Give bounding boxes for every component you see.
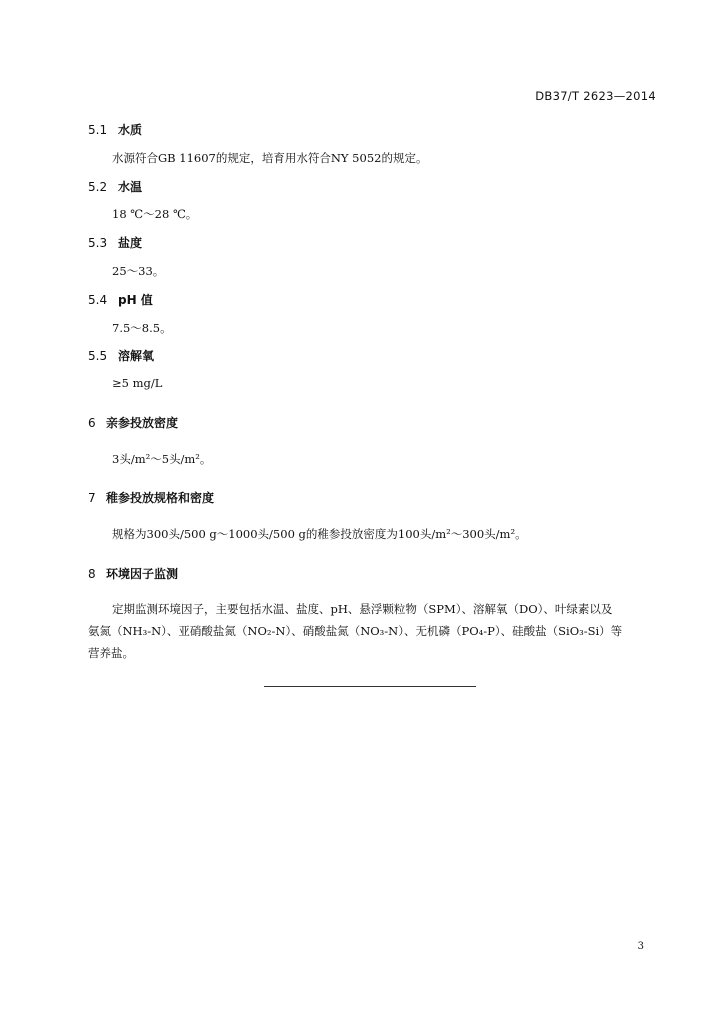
section-8-paragraph <box>88 598 658 664</box>
section-title: 环境因子监测 <box>106 567 179 581</box>
paragraph-line: 定期监测环境因子，主要包括水温、盐度、pH、悬浮颗粒物（SPM）、溶解氧（DO）、叶绿素以及 <box>112 602 613 616</box>
section-6-heading <box>88 414 178 431</box>
section-number: 5.2 <box>88 180 108 194</box>
page-number: 3 <box>637 941 644 952</box>
section-8-heading <box>88 565 178 582</box>
section-title: pH 值 <box>118 293 153 307</box>
section-5-2-heading <box>88 178 142 195</box>
section-title: 盐度 <box>118 236 143 250</box>
section-7-heading <box>88 489 214 506</box>
paragraph-line: 营养盐。 <box>88 646 134 660</box>
section-title: 溶解氧 <box>118 349 155 363</box>
section-5-3-text: 25～33。 <box>112 264 165 278</box>
section-5-5-heading <box>88 347 154 364</box>
section-5-5-text: ≥5 mg/L <box>112 376 163 390</box>
section-number: 7 <box>88 491 96 505</box>
section-7-text: 规格为300头/500 g～1000头/500 g的稚参投放密度为100头/m²～300头/m²。 <box>112 527 527 541</box>
section-6-text: 3头/m²～5头/m²。 <box>112 452 212 466</box>
section-5-1-text: 水源符合GB 11607的规定，培育用水符合NY 5052的规定。 <box>112 151 428 165</box>
section-number: 8 <box>88 567 96 581</box>
section-5-1-heading <box>88 121 142 138</box>
section-5-3-heading <box>88 234 142 251</box>
section-title: 水质 <box>118 123 143 137</box>
paragraph-line: 氨氮（NH₃-N）、亚硝酸盐氮（NO₂-N）、硝酸盐氮（NO₃-N）、无机磷（PO₄-P）、硅酸盐（SiO₃-Si）等 <box>88 624 623 638</box>
section-title: 稚参投放规格和密度 <box>106 491 215 505</box>
end-of-document-rule <box>264 686 476 687</box>
section-number: 5.4 <box>88 293 108 307</box>
section-title: 水温 <box>118 180 143 194</box>
section-number: 5.1 <box>88 123 108 137</box>
section-5-4-heading <box>88 291 153 308</box>
section-number: 6 <box>88 416 96 430</box>
section-5-4-text: 7.5～8.5。 <box>112 321 172 335</box>
section-5-2-text: 18 ℃～28 ℃。 <box>112 207 198 221</box>
section-number: 5.3 <box>88 236 108 250</box>
section-title: 亲参投放密度 <box>106 416 179 430</box>
standard-code: DB37/T 2623—2014 <box>535 89 656 103</box>
section-number: 5.5 <box>88 349 108 363</box>
